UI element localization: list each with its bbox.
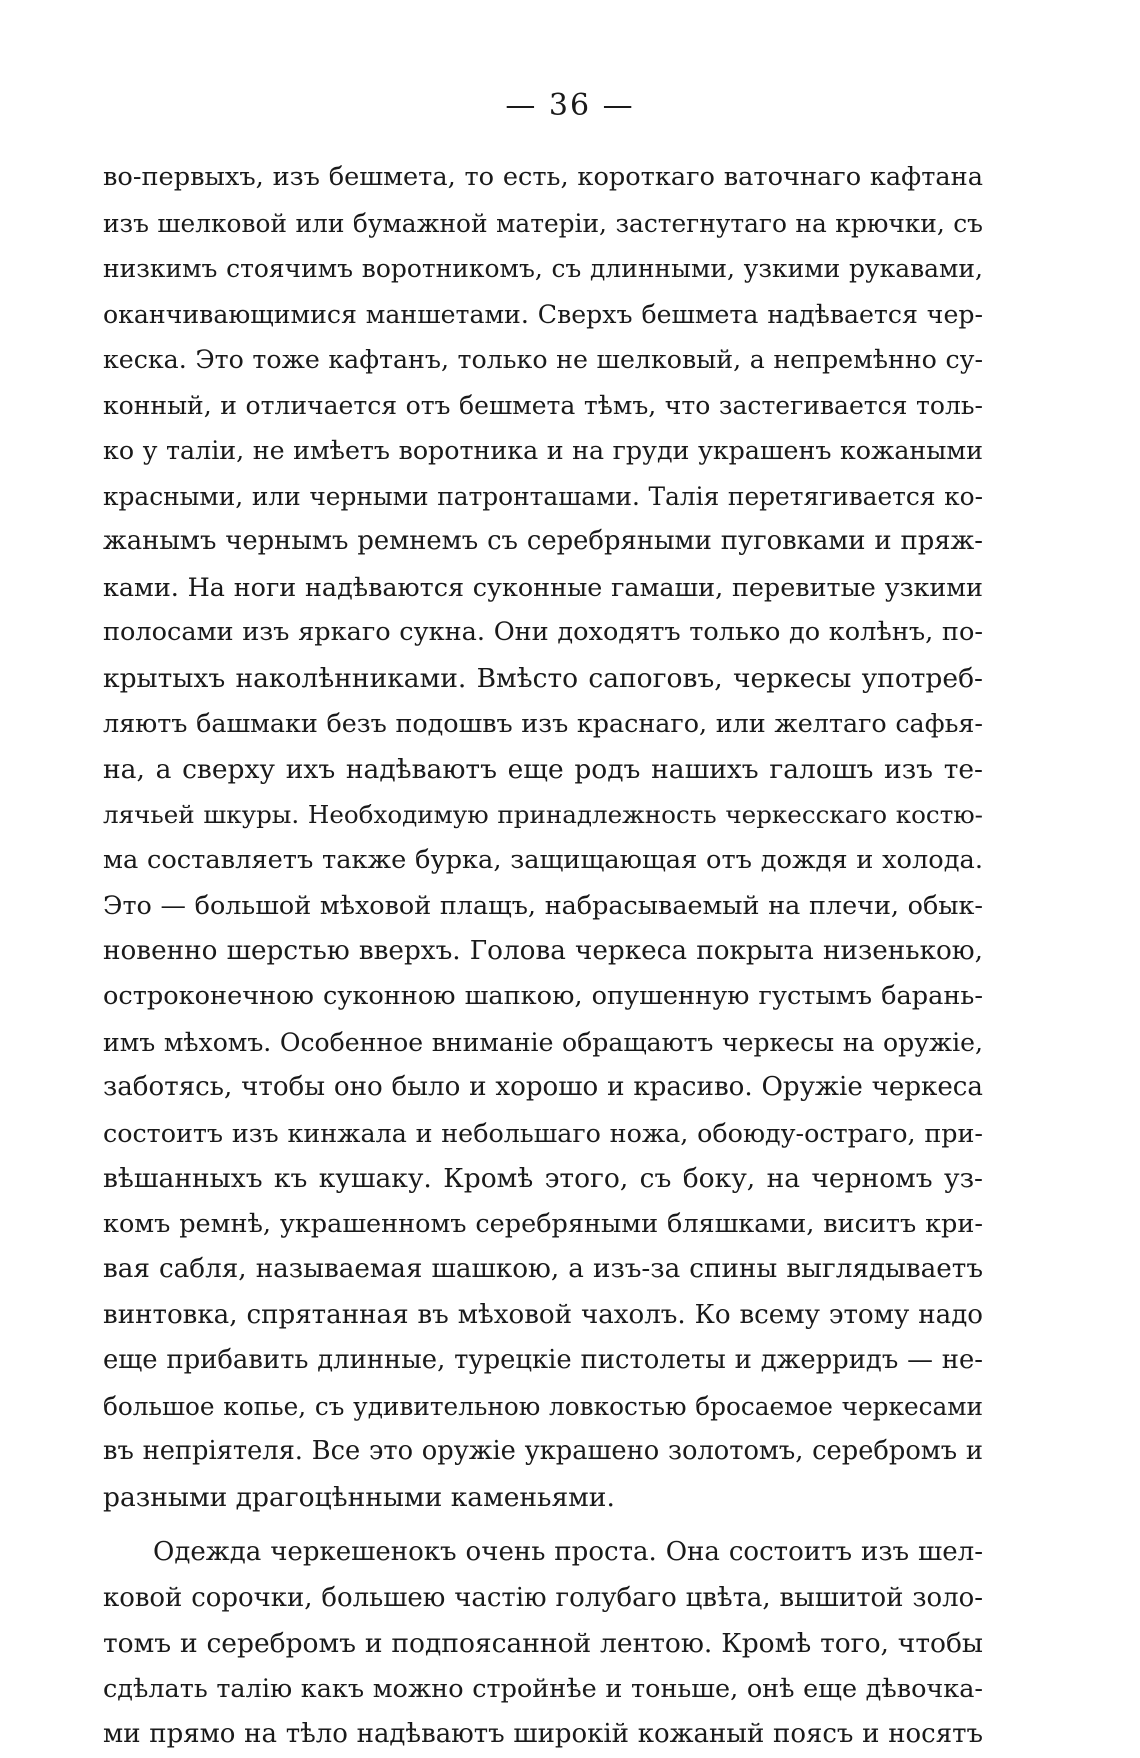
text-line: Это — большой мѣховой плащъ, набрасываемый на плечи, обык- [103, 890, 983, 920]
text-line: вая сабля, называемая шашкою, а изъ-за спины выглядываетъ [103, 1254, 983, 1284]
text-line: крытыхъ наколѣнниками. Вмѣсто сапоговъ, черкесы употреб- [103, 662, 983, 694]
text-line: ми прямо на тѣло надѣваютъ широкій кожаный поясъ и носятъ [103, 1719, 983, 1749]
text-line: томъ и серебромъ и подпоясанной лентою. Кромѣ того, чтобы [103, 1628, 983, 1659]
paragraph-circassian-female-dress [103, 1530, 983, 1758]
text-line: ма составляетъ также бурка, защищающая отъ дождя и холода. [103, 844, 983, 875]
text-line: жанымъ чернымъ ремнемъ съ серебряными пуговками и пряж- [103, 526, 983, 556]
text-line: заботясь, чтобы оно было и хорошо и красиво. Оружіе черкеса [103, 1072, 983, 1102]
text-line: низкимъ стоячимъ воротникомъ, съ длинными, узкими рукавами, [103, 254, 983, 283]
text-line: ками. На ноги надѣваются суконные гамаши, перевитые узкими [103, 571, 983, 602]
text-line: новенно шерстью вверхъ. Голова черкеса покрыта низенькою, [103, 935, 983, 966]
text-line: во-первыхъ, изъ бешмета, то есть, короткаго ваточнаго кафтана [103, 162, 983, 192]
paragraph-spacer [103, 1520, 983, 1530]
text-line: ляютъ башмаки безъ подошвъ изъ краснаго, или желтаго сафья- [103, 708, 983, 738]
text-line: кеска. Это тоже кафтанъ, только не шелковый, а непремѣнно су- [103, 345, 983, 374]
text-line: на, а сверху ихъ надѣваютъ еще родъ нашихъ галошъ изъ те- [103, 753, 983, 785]
text-line: остроконечною суконною шапкою, опушенную густымъ барань- [103, 981, 983, 1011]
text-line: конный, и отличается отъ бешмета тѣмъ, что застегивается толь- [103, 390, 983, 420]
text-line: лячьей шкуры. Необходимую принадлежность черкесскаго костю- [103, 800, 983, 829]
text-line: полосами изъ яркаго сукна. Они доходятъ только до колѣнъ, по- [103, 617, 983, 647]
text-line: вѣшанныхъ къ кушаку. Кромѣ этого, съ боку, на черномъ уз- [103, 1163, 983, 1194]
text-line: большое копье, съ удивительною ловкостью бросаемое черкесами [103, 1391, 983, 1421]
text-line: красными, или черными патронташами. Талія перетягивается ко- [103, 481, 983, 511]
text-line: Одежда черкешенокъ очень проста. Она состоитъ изъ шел- [153, 1537, 983, 1567]
body-text [103, 155, 983, 1758]
text-line: сдѣлать талію какъ можно стройнѣе и тоньше, онѣ еще дѣвочка- [103, 1673, 983, 1704]
text-line: винтовка, спрятанная въ мѣховой чахолъ. Ко всему этому надо [103, 1299, 983, 1330]
text-line: изъ шелковой или бумажной матеріи, застегнутаго на крючки, съ [103, 208, 983, 238]
page-number: — 36 — [505, 88, 635, 123]
text-line: имъ мѣхомъ. Особенное вниманіе обращаютъ черкесы на оружіе, [103, 1027, 983, 1057]
text-line: комъ ремнѣ, украшенномъ серебряными бляшками, виситъ кри- [103, 1208, 983, 1239]
text-line: ковой сорочки, большею частію голубаго цвѣта, вышитой золо- [103, 1582, 983, 1613]
paragraph-circassian-male-dress [103, 155, 983, 1520]
text-line: еще прибавить длинные, турецкіе пистолеты и джерридъ — не- [103, 1345, 983, 1375]
text-line: въ непріятеля. Все это оружіе украшено золотомъ, серебромъ и [103, 1436, 983, 1466]
text-line: состоитъ изъ кинжала и небольшаго ножа, обоюду-остраго, при- [103, 1117, 983, 1148]
text-line: разными драгоцѣнными каменьями. [103, 1481, 615, 1513]
text-line: ко у таліи, не имѣетъ воротника и на груди украшенъ кожаными [103, 435, 983, 465]
text-line: оканчивающимися маншетами. Сверхъ бешмета надѣвается чер- [103, 299, 983, 329]
